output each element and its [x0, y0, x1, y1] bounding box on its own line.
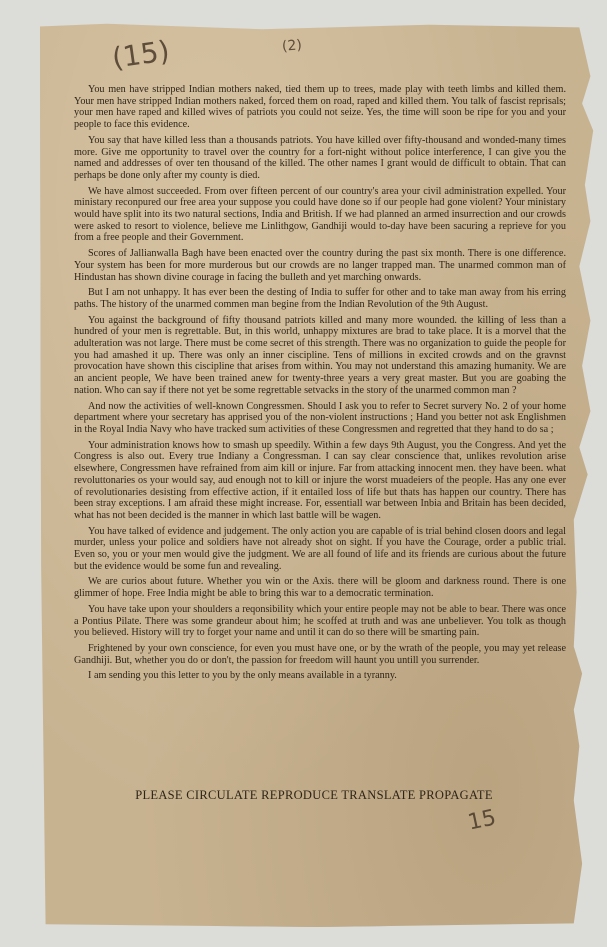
letter-body: [74, 84, 566, 686]
paragraph: You have talked of evidence and judgement. The only action you are capable of is trial behind closen doors and legal murder, unless your police and soldiers have not already shot on sight. If you have the Courage, order a public trial. Even so, you or your men would give the judgment. We are all found of life and its friends are curious about the future but the evidence would be some fun and revealing.: [74, 525, 566, 572]
paragraph: We are curios about future. Whether you win or the Axis. there will be gloom and darkness round. There is one glimmer of hope. Free India might be able to bring this war to a democratic termination.: [74, 576, 566, 600]
paragraph: We have almost succeeded. From over fifteen percent of our country's area your civil administration expelled. Your ministary reconpured our free area your suppose you could have done so if our people had gone violent? Your ministary would have split into its two natural sections, India and British. If we had planned an armed insurrection and our crowds were asked to resort to violence, believe me Linlithgow, Gandhiji would to-day have been sacuring a reprieve for you from a free people and their Government.: [74, 185, 566, 244]
paragraph: But I am not unhappy. It has ever been the desting of India to suffer for other and to take man away from his erring paths. The history of the unarmed commen man begine from the Indian Revolution of the 9th August.: [74, 287, 566, 310]
slogan-line: PLEASE CIRCULATE REPRODUCE TRANSLATE PROPAGATE: [135, 788, 493, 802]
paragraph: You against the background of fifty thousand patriots killed and many more wounded. the killing of less than a hundred of your men is regrettable. But, in this world, unhappy mixtures are brad to take place. It is a morvel that the adulteration was not large. There must be come secret of this strength. There was no organization to guide the people for you had amashed it up. There was only an inner ciscipline. Tens of millions in excited crowds and on the gravnst provocation have shown this ciscipline that arises from within. You may not understand this amazing humanity. We are an ancient people, We have been trained anew for twenty-three years a very great master. But you are goabing the nation. Who can say if there not yet be some regrettable setvacks in the story of the unarmed common man ?: [74, 314, 566, 396]
paragraph: Scores of Jallianwalla Bagh have been enacted over the country during the past six month. There is one difference. Your system has been for more murderous but our crowds are no langer trapped man. The unarmed common man of Hindustan has shown divine courage in facing the bulleth and yet marching onwards.: [74, 248, 566, 283]
paragraph: You have take upon your shoulders a reqonsibility which your entire people may not be able to bear. There was once a Pontius Pilate. There was some grandeur about him; he scoffed at truth and was ane unbeliever. You tolk as though you believed. History will try to forget your name and until it can do so there will be smarting pain.: [74, 603, 566, 639]
paragraph: I am sending you this letter to you by the only means available in a tyranny.: [88, 670, 397, 682]
paragraph: You men have stripped Indian mothers naked, tied them up to trees, made play with teeth limbs and killed them. Your men have stripped Indian mothers naked, forced them on road, raped and killed them. You talk of fascist reprisals; your men have raped and killed wives of patriots you could not seize. Yes, the time will soon be ripe for you and your people to face this evidence.: [74, 84, 566, 131]
paragraph: Frightened by your own conscience, for even you must have one, or by the wrath of the people, you may yet release Gandhiji. But, whether you do or don't, the passion for freedom will haunt you untill you surrender.: [74, 642, 566, 666]
handwritten-page-mark: (2): [281, 37, 303, 55]
paragraph: Your administration knows how to smash up speedily. Within a few days 9th August, you the Congress. And yet the Congress is also out. Every true Indiany a Congressman. I can say clear conscience that, unlikes revolution arise elsewhere, Congressmen have refrained from aim kill or injure. Far from attacking innocent men. they have been. what revoluttonaries os your would say, aud enough not to kill or injure the worst muadeiers of the people. Has any one ever of revolutionaries desisting from effective action, if it entailed loss of life but thats has happen our country. There has been stray exceptions. I am afraid these might increase. For, essentiall war between Inbia and Britain has been decided, what has not been decided is the manner in which last battle will be wagen.: [74, 439, 566, 521]
paragraph: And now the activities of well-known Congressmen. Should I ask you to refer to Secret survery No. 2 of your home department where your secretary has apprised you of the non-violent instructions ; Hand you better not ask Englishmen in the Royal India Navy who have tracked sum activities of these Congressmen and regretted that they hand to do sa ;: [74, 400, 566, 435]
handwritten-reference-mark: (15): [109, 34, 172, 75]
handwritten-bottom-mark: 15: [465, 805, 499, 836]
paragraph: You say that have killed less than a thousands patriots. You have killed over fifty-thousand and wonded-many times more. Give me opportunity to travel over the country for a fort-night without police interference, I can give you the named and addresses of over ten thousand of the killed. The other names I grant would de difficult to obtain. That can perhaps be done only after my county is died.: [74, 134, 566, 181]
